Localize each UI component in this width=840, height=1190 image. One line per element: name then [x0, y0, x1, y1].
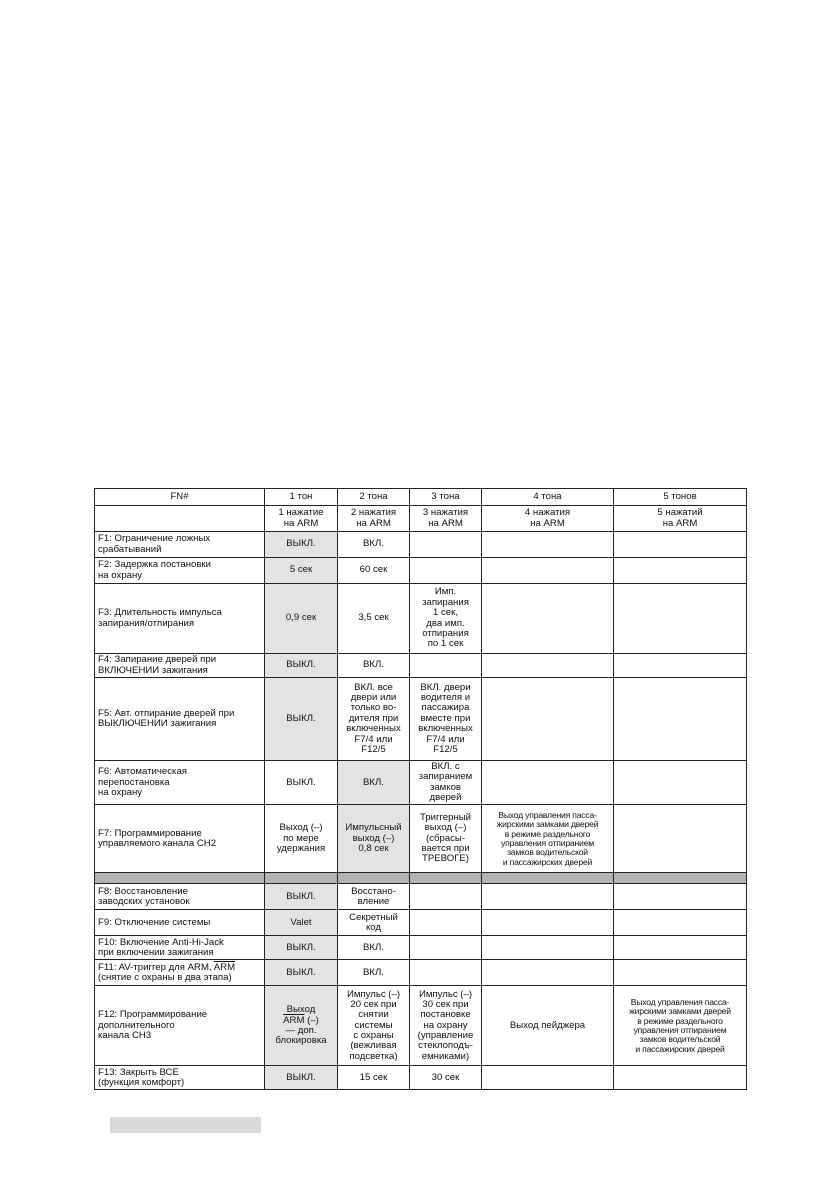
f5-name: F5: Авт. отпирание дверей при ВЫКЛЮЧЕНИИ зажигания: [95, 678, 265, 761]
f6-option-1: ВЫКЛ.: [265, 761, 338, 805]
f3-option-3: Имп. запирания 1 сек, два имп. отпирания по 1 сек: [410, 584, 482, 654]
subheader-press-4: 4 нажатия на ARM: [482, 506, 614, 532]
f9-option-5: [614, 910, 747, 936]
f4-option-4: [482, 654, 614, 678]
row-f5: [95, 678, 747, 761]
header-fn: FN#: [95, 489, 265, 506]
f1-name: F1: Ограничение ложных срабатываний: [95, 532, 265, 558]
f13-option-2: 15 сек: [338, 1066, 410, 1090]
f8-option-4: [482, 884, 614, 910]
f11-name-prefix: F11: AV-триггер для ARM,: [98, 961, 214, 973]
row-f2: [95, 558, 747, 584]
f8-option-5: [614, 884, 747, 910]
f4-option-2: ВКЛ.: [338, 654, 410, 678]
f5-option-1: ВЫКЛ.: [265, 678, 338, 761]
f12-option-1-top: Выход: [286, 1004, 316, 1016]
f3-option-1: 0,9 сек: [265, 584, 338, 654]
f7-option-4: Выход управления пасса- жирскими замками дверей в режиме раздельного управления отпиранием замков водительской и пассажирских дверей: [482, 805, 614, 873]
row-f9: [95, 910, 747, 936]
f12-option-5: Выход управления пасса- жирскими замками дверей в режиме раздельного управления отпиранием замков водительской и пассажирских дверей: [614, 986, 747, 1066]
f13-option-5: [614, 1066, 747, 1090]
f11-option-1: ВЫКЛ.: [265, 960, 338, 986]
f4-option-5: [614, 654, 747, 678]
row-f13: [95, 1066, 747, 1090]
f7-option-1: Выход (–) по мере удержания: [265, 805, 338, 873]
f9-option-4: [482, 910, 614, 936]
f13-option-1: ВЫКЛ.: [265, 1066, 338, 1090]
f12-option-1-rest: (–) — доп. блокировка: [275, 1014, 327, 1047]
f2-option-3: [410, 558, 482, 584]
f10-option-1: ВЫКЛ.: [265, 936, 338, 960]
separator-cell: [482, 873, 614, 884]
header-row: [95, 489, 747, 506]
f7-option-2: Импульсный выход (–) 0,8 сек: [338, 805, 410, 873]
f1-option-3: [410, 532, 482, 558]
functions-table: [94, 488, 747, 1090]
f12-option-3: Импульс (–) 30 сек при постановке на охрану (управление стеклоподъ- емниками): [410, 986, 482, 1066]
f10-option-5: [614, 936, 747, 960]
f6-option-5: [614, 761, 747, 805]
f10-name: F10: Включение Anti-Hi-Jack при включении зажигания: [95, 936, 265, 960]
f6-option-4: [482, 761, 614, 805]
f9-option-3: [410, 910, 482, 936]
f3-name: F3: Длительность импульса запирания/отпирания: [95, 584, 265, 654]
subheader-press-3: 3 нажатия на ARM: [410, 506, 482, 532]
f10-option-4: [482, 936, 614, 960]
row-f8: [95, 884, 747, 910]
row-f10: [95, 936, 747, 960]
f9-option-1: Valet: [265, 910, 338, 936]
f10-option-2: ВКЛ.: [338, 936, 410, 960]
row-f6: [95, 761, 747, 805]
f13-option-3: 30 сек: [410, 1066, 482, 1090]
f11-option-3: [410, 960, 482, 986]
subheader-press-5: 5 нажатий на ARM: [614, 506, 747, 532]
f5-option-3: ВКЛ. двери водителя и пассажира вместе при включенных F7/4 или F12/5: [410, 678, 482, 761]
separator-row: [95, 873, 747, 884]
header-tone-3: 3 тона: [410, 489, 482, 506]
f3-option-2: 3,5 сек: [338, 584, 410, 654]
f7-option-3: Триггерный выход (–) (сбрасы- вается при ТРЕВОГЕ): [410, 805, 482, 873]
f8-name: F8: Восстановление заводских установок: [95, 884, 265, 910]
f5-option-2: ВКЛ. все двери или только во- дителя при включенных F7/4 или F12/5: [338, 678, 410, 761]
header-tone-5: 5 тонов: [614, 489, 747, 506]
header-tone-2: 2 тона: [338, 489, 410, 506]
f8-option-2: Восстано- вление: [338, 884, 410, 910]
f12-name: F12: Программирование дополнительного канала CH3: [95, 986, 265, 1066]
f4-option-1: ВЫКЛ.: [265, 654, 338, 678]
row-f4: [95, 654, 747, 678]
separator-cell: [338, 873, 410, 884]
f11-name: [95, 960, 265, 986]
f7-name: F7: Программирование управляемого канала CH2: [95, 805, 265, 873]
f6-name: F6: Автоматическая перепостановка на охрану: [95, 761, 265, 805]
header-tone-1: 1 тон: [265, 489, 338, 506]
f13-name: F13: Закрыть ВСЕ (функция комфорт): [95, 1066, 265, 1090]
f11-name-overline: $\overline{ARM}$: [213, 961, 236, 973]
f12-option-4: Выход пейджера: [482, 986, 614, 1066]
row-f11: [95, 960, 747, 986]
f1-option-1: ВЫКЛ.: [265, 532, 338, 558]
f12-option-1: [265, 986, 338, 1066]
f10-option-3: [410, 936, 482, 960]
f12-option-2: Импульс (–) 20 сек при снятии системы с охраны (вежливая подсветка): [338, 986, 410, 1066]
f3-option-5: [614, 584, 747, 654]
f13-option-4: [482, 1066, 614, 1090]
f2-option-2: 60 сек: [338, 558, 410, 584]
f9-name: F9: Отключение системы: [95, 910, 265, 936]
default-setting-legend-swatch: [110, 1117, 261, 1133]
subheader-press-2: 2 нажатия на ARM: [338, 506, 410, 532]
f2-option-4: [482, 558, 614, 584]
f8-option-3: [410, 884, 482, 910]
f8-option-1: ВЫКЛ.: [265, 884, 338, 910]
row-f3: [95, 584, 747, 654]
f3-option-4: [482, 584, 614, 654]
subheader-row: [95, 506, 747, 532]
f4-name: F4: Запирание дверей при ВКЛЮЧЕНИИ зажигания: [95, 654, 265, 678]
row-f1: [95, 532, 747, 558]
subheader-press-1: 1 нажатие на ARM: [265, 506, 338, 532]
f2-option-1: 5 сек: [265, 558, 338, 584]
f11-name-suffix: (снятие с охраны в два этапа): [98, 971, 232, 983]
f5-option-5: [614, 678, 747, 761]
f6-option-2: ВКЛ.: [338, 761, 410, 805]
subheader-empty: [95, 506, 265, 532]
f1-option-4: [482, 532, 614, 558]
f1-option-2: ВКЛ.: [338, 532, 410, 558]
header-tone-4: 4 тона: [482, 489, 614, 506]
f11-option-5: [614, 960, 747, 986]
separator-cell: [410, 873, 482, 884]
f7-option-5: [614, 805, 747, 873]
f11-option-4: [482, 960, 614, 986]
row-f12: [95, 986, 747, 1066]
separator-cell: [265, 873, 338, 884]
row-f7: [95, 805, 747, 873]
f2-name: F2: Задержка постановки на охрану: [95, 558, 265, 584]
f5-option-4: [482, 678, 614, 761]
f11-option-2: ВКЛ.: [338, 960, 410, 986]
f12-option-1-overline: $\overline{ARM}$: [283, 1014, 305, 1026]
f4-option-3: [410, 654, 482, 678]
f9-option-2: Секретный код: [338, 910, 410, 936]
separator-cell: [614, 873, 747, 884]
separator-cell: [95, 873, 265, 884]
f6-option-3: ВКЛ. с запиранием замков дверей: [410, 761, 482, 805]
f2-option-5: [614, 558, 747, 584]
f1-option-5: [614, 532, 747, 558]
